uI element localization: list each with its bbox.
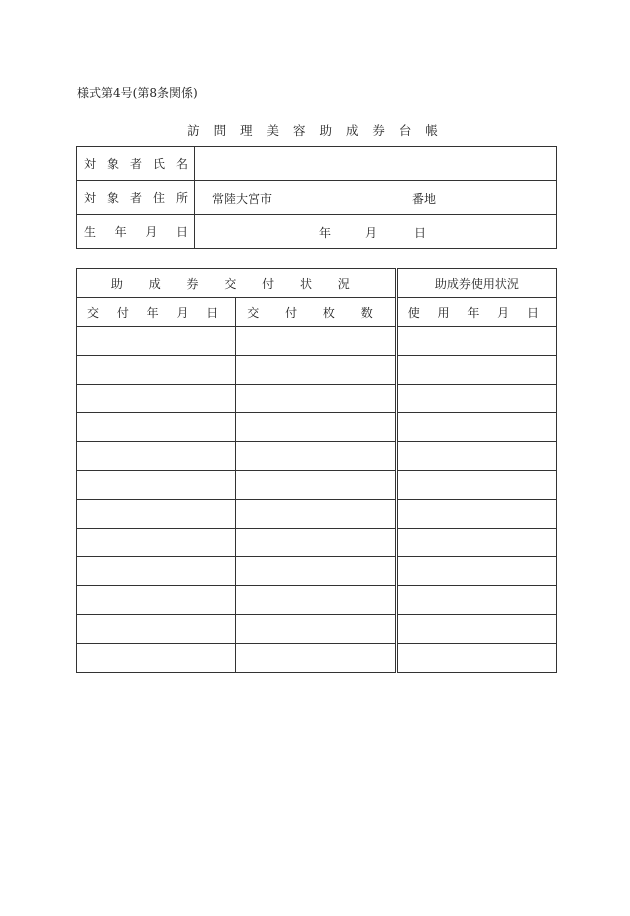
subject-birthdate-value[interactable] (195, 215, 557, 249)
use-date-cell[interactable] (396, 442, 556, 471)
issue-count-cell[interactable] (236, 442, 396, 471)
use-date-cell[interactable] (396, 384, 556, 413)
document-title: 訪 問 理 美 容 助 成 券 台 帳 (187, 123, 443, 138)
issue-count-cell[interactable] (236, 614, 396, 643)
issue-count-cell[interactable] (236, 355, 396, 384)
table-row (77, 470, 557, 499)
issue-date-cell[interactable] (77, 442, 236, 471)
table-row (77, 643, 557, 672)
grant-column-header-row (77, 298, 557, 327)
use-date-cell[interactable] (396, 470, 556, 499)
address-city: 常陸大宮市 (212, 192, 273, 206)
subject-birthdate-row (77, 215, 557, 249)
label-char: 月 (145, 225, 158, 239)
label-char: 者 (129, 191, 142, 205)
table-row (77, 557, 557, 586)
label-char: 者 (129, 157, 142, 171)
use-date-cell[interactable] (396, 499, 556, 528)
birth-year-unit: 年 (319, 226, 332, 240)
table-row (77, 413, 557, 442)
label-char: 氏 (152, 157, 165, 171)
table-row (77, 614, 557, 643)
issue-date-cell[interactable] (77, 499, 236, 528)
issue-count-cell[interactable] (236, 470, 396, 499)
table-row (77, 586, 557, 615)
address-banchi: 番地 (412, 192, 437, 206)
label-char: 日 (175, 225, 188, 239)
col-issue-count: 交 付 枚 数 (236, 298, 396, 327)
label-char: 住 (152, 191, 165, 205)
label-char: 対 (84, 191, 97, 205)
col-use-date: 使 用 年 月 日 (396, 298, 556, 327)
label-char: 年 (114, 225, 127, 239)
issue-status-header: 助 成 券 交 付 状 況 (77, 269, 397, 298)
use-date-cell[interactable] (396, 413, 556, 442)
use-date-cell[interactable] (396, 614, 556, 643)
label-char: 生 (84, 225, 97, 239)
issue-date-cell[interactable] (77, 413, 236, 442)
use-date-cell[interactable] (396, 643, 556, 672)
issue-date-cell[interactable] (77, 557, 236, 586)
label-char: 所 (175, 191, 188, 205)
issue-date-cell[interactable] (77, 355, 236, 384)
use-date-cell[interactable] (396, 355, 556, 384)
col-issue-date: 交 付 年 月 日 (77, 298, 236, 327)
issue-count-cell[interactable] (236, 528, 396, 557)
issue-count-cell[interactable] (236, 557, 396, 586)
form-number: 様式第4号(第8条関係) (77, 86, 198, 100)
issue-count-cell[interactable] (236, 327, 396, 356)
use-date-cell[interactable] (396, 327, 556, 356)
label-char: 象 (106, 191, 119, 205)
use-date-cell[interactable] (396, 557, 556, 586)
issue-count-cell[interactable] (236, 499, 396, 528)
birth-month-unit: 月 (365, 226, 378, 240)
grant-header-row (77, 269, 557, 298)
table-row (77, 327, 557, 356)
issue-count-cell[interactable] (236, 384, 396, 413)
issue-date-cell[interactable] (77, 327, 236, 356)
table-row (77, 384, 557, 413)
issue-count-cell[interactable] (236, 413, 396, 442)
usage-status-header: 助成券使用状況 (396, 269, 556, 298)
issue-count-cell[interactable] (236, 643, 396, 672)
subject-birthdate-label (77, 215, 195, 249)
label-char: 象 (106, 157, 119, 171)
subject-name-label (77, 147, 195, 181)
table-row (77, 528, 557, 557)
issue-count-cell[interactable] (236, 586, 396, 615)
subject-address-row (77, 181, 557, 215)
subject-name-value[interactable] (195, 147, 557, 181)
issue-date-cell[interactable] (77, 586, 236, 615)
grant-status-table (76, 268, 557, 673)
table-row (77, 499, 557, 528)
issue-date-cell[interactable] (77, 528, 236, 557)
label-char: 名 (175, 157, 188, 171)
use-date-cell[interactable] (396, 586, 556, 615)
label-char: 対 (84, 157, 97, 171)
issue-date-cell[interactable] (77, 470, 236, 499)
subject-address-label (77, 181, 195, 215)
issue-date-cell[interactable] (77, 643, 236, 672)
birth-day-unit: 日 (414, 226, 427, 240)
use-date-cell[interactable] (396, 528, 556, 557)
subject-info-table (76, 146, 557, 249)
subject-name-row (77, 147, 557, 181)
subject-address-value[interactable] (195, 181, 557, 215)
issue-date-cell[interactable] (77, 614, 236, 643)
table-row (77, 355, 557, 384)
issue-date-cell[interactable] (77, 384, 236, 413)
table-row (77, 442, 557, 471)
